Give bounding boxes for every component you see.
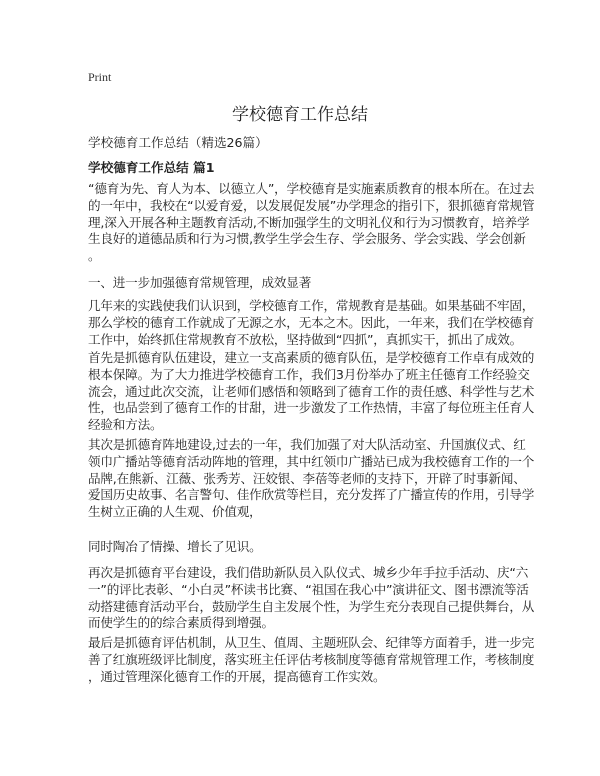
paragraph	[88, 350, 535, 434]
text-line: 几年来的实践使我们认识到，学校德育工作，常规教育是基础。如果基础不牢固，	[88, 298, 535, 313]
text-line: 一”的评比表彰、“小白灵”杯读书比赛、“祖国在我心中”演讲征文、图书漂流等活	[88, 581, 529, 597]
text-line: 理,深入开展各种主题教育活动,不断加强学生的文明礼仪和行为习惯教育，培养学	[88, 214, 530, 230]
paragraph	[88, 565, 535, 632]
subsection-heading	[88, 275, 528, 292]
paragraph	[88, 539, 528, 556]
section-heading: 学校德育工作总结 篇1	[88, 160, 215, 175]
text-line: 领巾广播站等德育活动阵地的管理，其中红领巾广播站已成为我校德育工作的一个	[88, 453, 535, 469]
text-line: 。	[88, 248, 101, 264]
paragraph-intro	[88, 181, 535, 265]
text-line: 一、进一步加强德育常规管理，成效显著	[88, 275, 312, 290]
paragraph	[88, 635, 535, 685]
text-line: 同时陶冶了情操、增长了见识。	[88, 539, 262, 554]
text-line: 经验和方法。	[88, 417, 163, 433]
text-line: 而使学生的的综合素质得到增强。	[88, 615, 274, 631]
text-line: 其次是抓德育阵地建设,过去的一年，我们加强了对大队活动室、升国旗仪式、红	[88, 437, 526, 452]
print-link[interactable]: Print	[88, 70, 112, 84]
document-subtitle: 学校德育工作总结（精选26篇）	[88, 135, 268, 150]
text-line: 品牌,在熊新、江薇、张秀芳、汪姣银、李蓓等老师的支持下，开辟了时事新闻、	[88, 470, 526, 486]
text-line: “德育为先、育人为本、以德立人”，学校德育是实施素质教育的根本所在。在过去	[88, 181, 535, 196]
text-line: 善了红旗班级评比制度，落实班主任评估考核制度等德育常规管理工作，考核制度	[88, 651, 535, 667]
text-line: 再次是抓德育平台建设，我们借助新队员入队仪式、城乡少年手拉手活动、庆“六	[88, 565, 529, 580]
text-line: 那么学校的德育工作就成了无源之水，无本之木。因此，一年来，我们在学校德育	[88, 314, 535, 330]
text-line: 生树立正确的人生观、价值观，	[88, 504, 262, 520]
document-title: 学校德育工作总结	[232, 105, 368, 125]
text-line: 爱国历史故事、名言警句、佳作欣赏等栏目，充分发挥了广播宣传的作用，引导学	[88, 487, 535, 503]
text-line: 工作中，始终抓住常规教育不放松，坚持做到“四抓”，真抓实干，抓出了成效。	[88, 331, 523, 347]
text-line: 的一年中，我校在“以爱育爱，以发展促发展”办学理念的指引下，狠抓德育常规管	[88, 197, 535, 213]
text-line: 最后是抓德育评估机制，从卫生、值周、主题班队会、纪律等方面着手，进一步完	[88, 635, 535, 650]
text-line: 根本保障。为了大力推进学校德育工作，我们3月份举办了班主任德育工作经验交	[88, 366, 530, 382]
text-line: ，通过管理深化德育工作的开展，提高德育工作实效。	[88, 668, 386, 684]
paragraph	[88, 437, 535, 521]
text-line: 性，也品尝到了德育工作的甘甜，进一步激发了工作热情，丰富了每位班主任育人	[88, 400, 535, 416]
paragraph	[88, 298, 535, 348]
text-line: 生良好的道德品质和行为习惯,教学生学会生存、学会服务、学会实践、学会创新	[88, 231, 526, 247]
text-line: 流会，通过此次交流，让老师们感悟和领略到了德育工作的责任感、科学性与艺术	[88, 383, 535, 399]
text-line: 动搭建德育活动平台，鼓励学生自主发展个性，为学生充分表现自己提供舞台，从	[88, 598, 535, 614]
text-line: 首先是抓德育队伍建设，建立一支高素质的德育队伍，是学校德育工作卓有成效的	[88, 350, 535, 365]
